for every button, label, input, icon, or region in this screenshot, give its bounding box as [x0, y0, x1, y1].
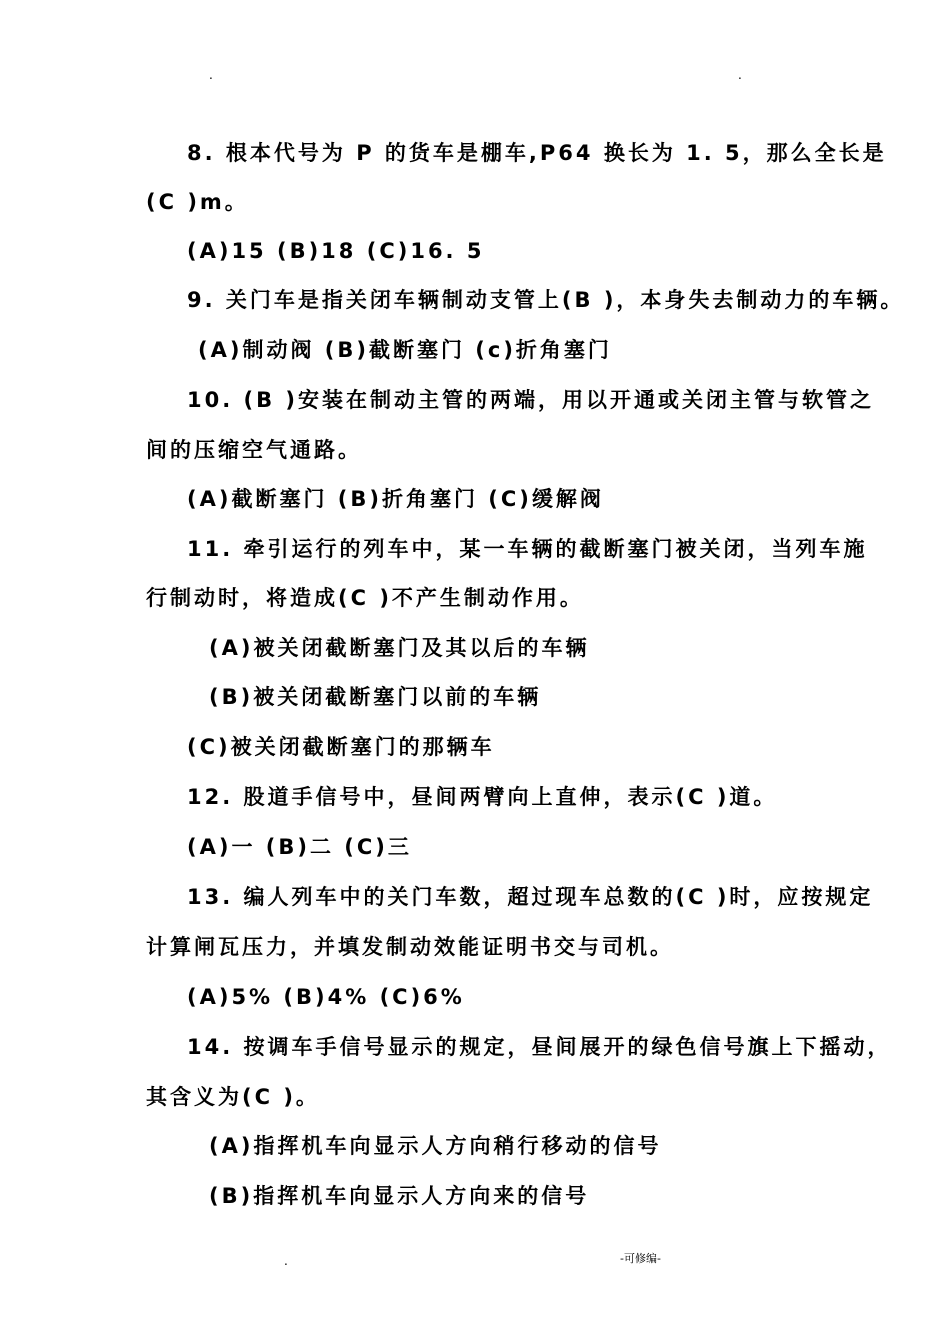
- q8-options: (A)15 (B)18 (C)16. 5: [187, 239, 485, 263]
- q10-stem-line1: 10. (B )安装在制动主管的两端，用以开通或关闭主管与软管之: [187, 388, 875, 412]
- footer-dot: .: [284, 1254, 288, 1268]
- q13-stem-line2: 计算闸瓦压力，并填发制动效能证明书交与司机。: [146, 935, 674, 959]
- q11-stem-line1: 11. 牵引运行的列车中，某一车辆的截断塞门被关闭，当列车施: [187, 537, 868, 561]
- q10-stem-line2: 间的压缩空气通路。: [146, 438, 362, 462]
- header-dot-right: .: [738, 68, 742, 82]
- q8-stem-line1: 8. 根本代号为 P 的货车是棚车,P64 换长为 1. 5，那么全长是: [187, 141, 887, 165]
- q13-options: (A)5% (B)4% (C)6%: [187, 985, 465, 1009]
- q14-option-a: (A)指挥机车向显示人方向稍行移动的信号: [209, 1134, 662, 1158]
- header-dot-left: .: [209, 68, 213, 82]
- q14-stem-line1: 14. 按调车手信号显示的规定，昼间展开的绿色信号旗上下摇动，: [187, 1035, 892, 1059]
- q11-option-b: (B)被关闭截断塞门以前的车辆: [209, 685, 542, 709]
- q10-options: (A)截断塞门 (B)折角塞门 (C)缓解阀: [187, 487, 604, 511]
- q9-options: (A)制动阀 (B)截断塞门 (c)折角塞门: [198, 338, 612, 362]
- q8-stem-line2: (C )m。: [146, 190, 249, 214]
- q11-option-c: (C)被关闭截断塞门的那辆车: [187, 735, 495, 759]
- q13-stem-line1: 13. 编人列车中的关门车数，超过现车总数的(C )时，应按规定: [187, 885, 874, 909]
- q12-stem: 12. 股道手信号中，昼间两臂向上直伸，表示(C )道。: [187, 785, 778, 809]
- q9-stem: 9. 关门车是指关闭车辆制动支管上(B )，本身失去制动力的车辆。: [187, 288, 905, 312]
- q11-option-a: (A)被关闭截断塞门及其以后的车辆: [209, 636, 590, 660]
- q11-stem-line2: 行制动时，将造成(C )不产生制动作用。: [146, 586, 584, 610]
- footer-text: -可修编-: [620, 1252, 661, 1265]
- q14-option-b: (B)指挥机车向显示人方向来的信号: [209, 1184, 590, 1208]
- q12-options: (A)一 (B)二 (C)三: [187, 835, 412, 859]
- q14-stem-line2: 其含义为(C )。: [146, 1085, 320, 1109]
